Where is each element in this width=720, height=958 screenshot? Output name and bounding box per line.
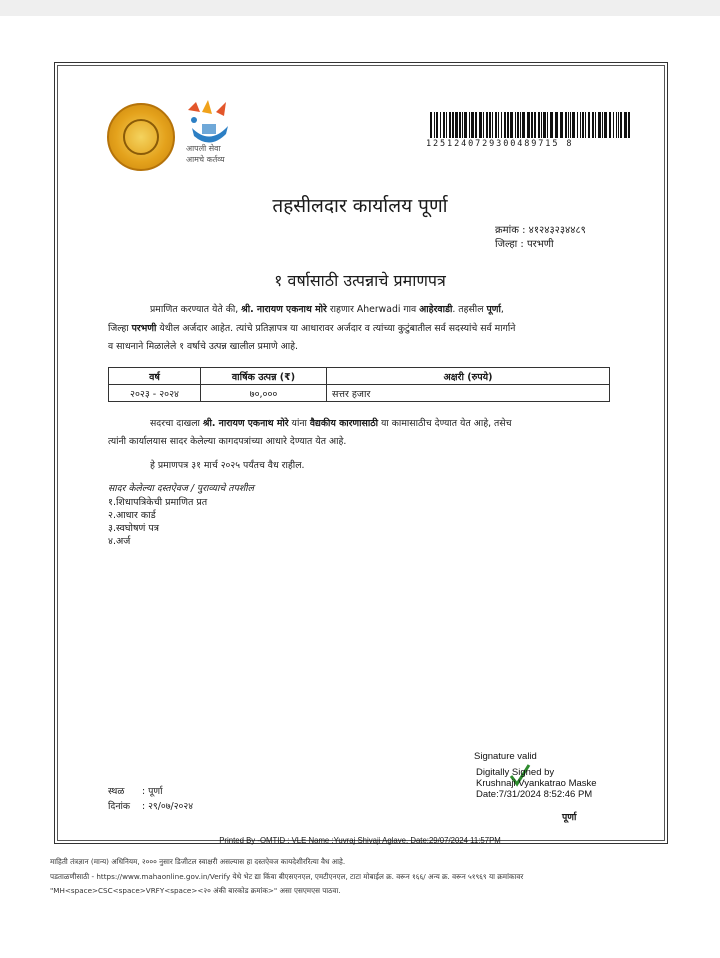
list-item: ४.अर्ज	[108, 536, 131, 547]
printed-by: Printed By -OMTID : VLE Name :Yuvraj Shivaji Aglave, Date:29/07/2024 11:57PM	[219, 836, 501, 845]
footer-line-3: "MH<space>CSC<space>VRFY<space><२० अंकी बारकोड क्रमांक>" असा एसएमएस पाठवा.	[50, 886, 341, 895]
cell-income: ७०,०००	[201, 385, 327, 402]
certificate-title: १ वर्षासाठी उत्पन्नाचे प्रमाणपत्र	[274, 271, 446, 290]
footer-line-2: पडताळणीसाठी - https://www.mahaonline.gov.in/Verify येथे भेट द्या किंवा बीएसएनएल, एमटीएनएल, टाटा मोबाईल क्र. वरून १६६/ अन्य क्र. वरून ५१९६९ या क्रमांकावर	[50, 872, 524, 881]
place-label: स्थळ	[108, 786, 125, 797]
place-value: : पूर्णा	[142, 786, 163, 797]
certificate-inner-border	[57, 65, 665, 841]
barcode	[430, 112, 632, 138]
validity-text: हे प्रमाणपत्र ३१ मार्च २०२५ पर्यंतच वैध राहील.	[150, 460, 305, 471]
logo-caption: आपली सेवा आमचे कर्तव्य	[186, 144, 225, 164]
table-header-row	[109, 368, 610, 385]
footer-line-1: माहिती तंत्रज्ञान (मान्य) अधिनियम, २००० नुसार डिजीटल स्वाक्षरी असल्यास हा दस्तऐवज कायदेशीररित्या वैध आहे.	[50, 857, 346, 866]
body-line-3: व साधनाने मिळालेले १ वर्षाचे उत्पन्न खालील प्रमाणे आहे.	[108, 341, 298, 352]
purpose-line-2: त्यांनी कार्यालयास सादर केलेल्या कागदपत्रांच्या आधारे देण्यात येत आहे.	[108, 436, 347, 447]
purpose-line-1: सदरचा दाखला श्री. नारायण एकनाथ मोरे यांना वैद्यकीय कारणासाठी या कामासाठीच देण्यात येत आहे, तसेच	[150, 418, 512, 429]
district: जिल्हा : परभणी	[495, 239, 554, 250]
documents-list	[108, 496, 207, 548]
barcode-number: 1251240729300489715 8	[426, 139, 574, 149]
office-title: तहसीलदार कार्यालय पूर्णा	[272, 195, 448, 217]
body-line-2: जिल्हा परभणी येथील अर्जदार आहेत. त्यांचे प्रतिज्ञापत्र या आधारावर अर्जदार व त्यांच्या कुटुंबातील सर्व सदस्यांचे सर्व मार्गाने	[108, 323, 516, 334]
signature-valid-label: Signature valid	[474, 751, 537, 762]
list-item: ३.स्वघोषणं पत्र	[108, 523, 160, 534]
body-line-1: प्रमाणित करण्यात येते की, श्री. नारायण एकनाथ मोरे राहणार Aherwadi गाव आहेरवाडी. तहसील पूर्णा,	[150, 304, 504, 315]
income-table	[108, 367, 610, 402]
date-label: दिनांक	[108, 801, 131, 812]
cell-year: २०२३ - २०२४	[109, 385, 201, 402]
list-item: २.आधार कार्ड	[108, 510, 156, 521]
header-year: वर्ष	[109, 368, 201, 385]
top-band	[0, 0, 720, 16]
maharashtra-seal-icon	[107, 103, 175, 171]
signature-place: पूर्णा	[562, 812, 577, 823]
header-income: वार्षिक उत्पन्न (₹)	[201, 368, 327, 385]
header-words: अक्षरी (रुपये)	[327, 368, 610, 385]
table-row	[109, 385, 610, 402]
documents-heading: सादर केलेल्या दस्तऐवज / पुराव्याचे तपशील	[108, 483, 254, 494]
cell-words: सत्तर हजार	[327, 385, 610, 402]
digital-signature: Digitally Signed by Krushnaji Vyankatrao Maske Date:7/31/2024 8:52:46 PM	[476, 767, 597, 800]
list-item: १.शिधापत्रिकेची प्रमाणित प्रत	[108, 497, 208, 508]
certificate-number: क्रमांक : ४१२४३२३४४८९	[495, 225, 586, 236]
date-value: : २९/०७/२०२४	[142, 801, 194, 812]
